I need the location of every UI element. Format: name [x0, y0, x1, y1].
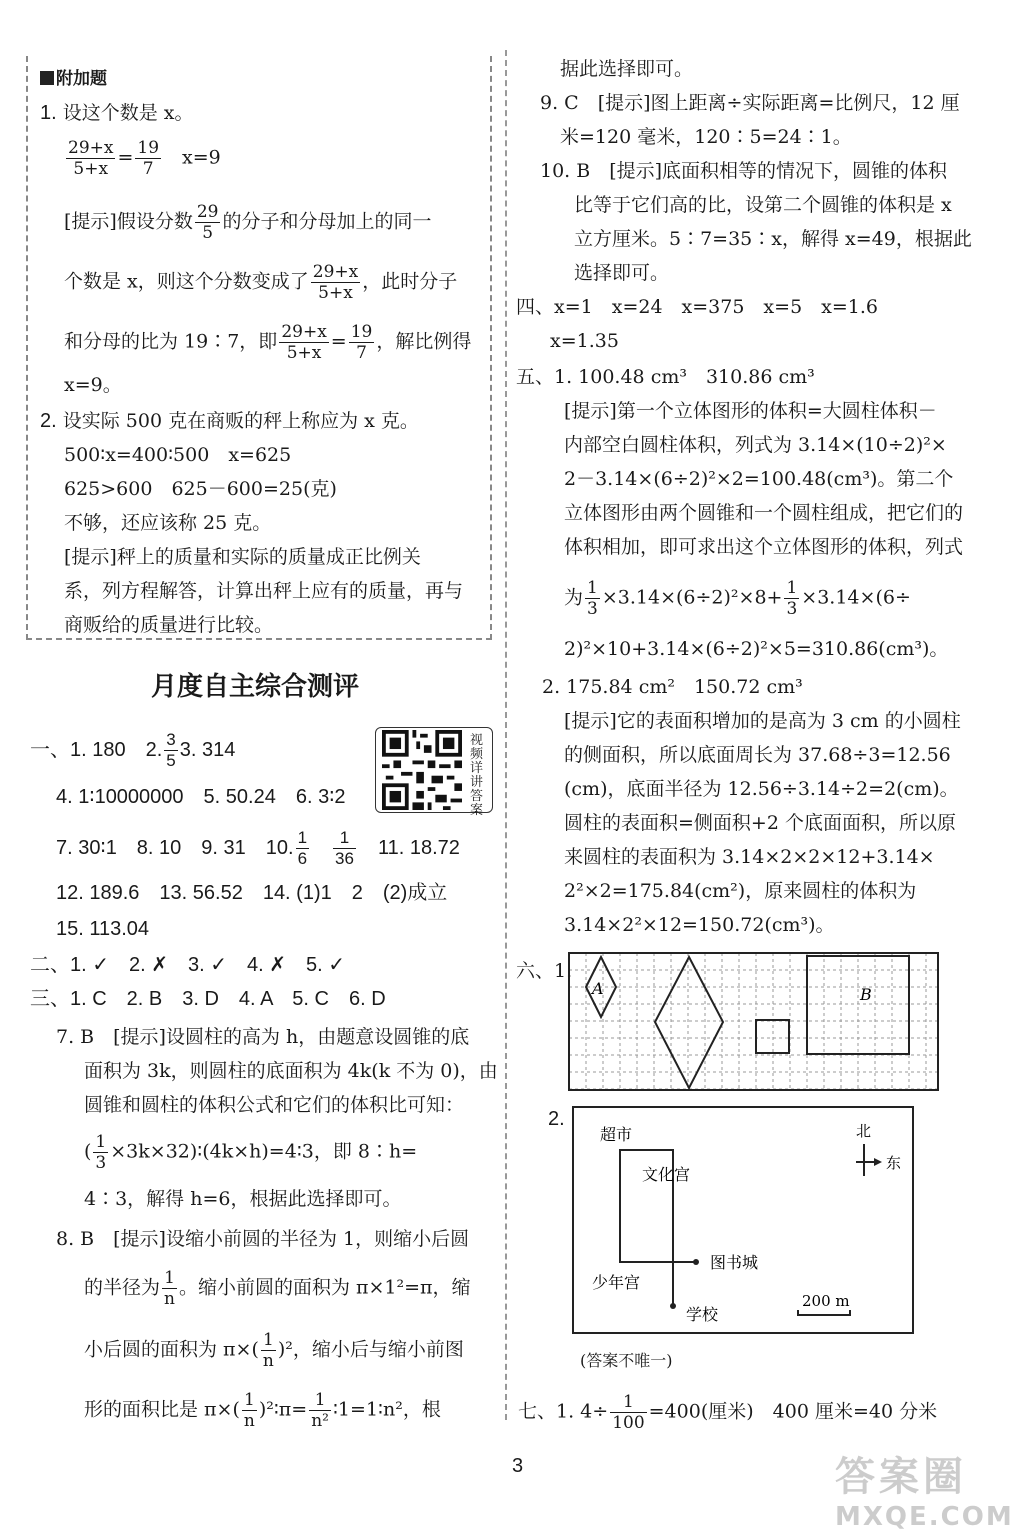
q7-3: 圆锥和圆柱的体积公式和它们的体积比可知： — [84, 1094, 465, 1116]
compass-icon — [856, 1144, 882, 1176]
sec5-2-h1: [提示]它的表面积增加的是高为 3 cm 的小圆柱 — [564, 710, 961, 732]
sec6-label: 六、1. — [516, 960, 573, 982]
sec5-h3: 2－3.14×(6÷2)²×2=100.48(cm³)。第二个 — [564, 468, 954, 490]
q2-l3: 不够，还应该称 25 克。 — [64, 512, 272, 534]
dot-school — [670, 1303, 676, 1309]
q8-2: 的半径为 $\frac{1}{n}$ 。缩小前圆的面积为 π×1²=π，缩 — [84, 1268, 471, 1309]
q1-hint-1: [提示]假设分数 $\frac{29}{5}$ 的分子和分母加上的同一 — [64, 202, 432, 243]
sec5-2-h6: 2²×2=175.84(cm²)，原来圆柱的体积为 — [564, 880, 917, 902]
q2-hint3: 商贩给的质量进行比较。 — [64, 614, 274, 636]
q2-l1: 500∶x=400∶500 x=625 — [64, 444, 292, 466]
sec5-2-h7: 3.14×2²×12=150.72(cm³)。 — [564, 914, 835, 936]
q1-equation: $\frac{29+x}{5+x}$ = $\frac{19}{7}$ x=9 — [68, 138, 221, 179]
column-divider — [505, 50, 507, 1420]
qr-code-icon — [380, 730, 464, 810]
label-b: B — [860, 985, 872, 1004]
page-number: 3 — [511, 1455, 524, 1477]
sec1-c: 7. 30∶1 8. 10 9. 31 10. $\frac{1}{6}$ $\frac{1}{36}$ 11. 18.72 — [56, 828, 460, 868]
q1-hint-3: 和分母的比为 19∶7，即 $\frac{29+x}{5+x}$ = $\frac{19}{7}$ ，解比例得 — [64, 322, 472, 363]
q9-1: 9. C [提示]图上距离÷实际距离=比例尺，12 厘 — [540, 92, 960, 114]
q8-4: 形的面积比是 π×( $\frac{1}{n}$ )²∶π= $\frac{1}{\text{n²}}$ ∶1=1∶n²，根 — [84, 1390, 441, 1431]
sec7-1: 七、1. 4÷ $\frac{1}{100}$ =400(厘米) 400 厘米=40 分米 — [518, 1392, 938, 1433]
map-youth: 少年宫 — [592, 1273, 641, 1292]
q7-4: ( $\frac{1}{3}$ ×3k×32)∶(4k×h)=4∶3，即 8∶h= — [84, 1132, 418, 1173]
sec5-2: 2. 175.84 cm² 150.72 cm³ — [542, 676, 803, 698]
q8-1: 8. B [提示]设缩小前圆的半径为 1，则缩小后圆 — [56, 1228, 470, 1250]
map-culture: 文化宫 — [642, 1165, 691, 1184]
sec5-2-h2: 的侧面积，所以底面周长为 37.68÷3=12.56 — [564, 744, 951, 766]
sec5-h6: 为 $\frac{1}{3}$ ×3.14×(6÷2)²×8+ $\frac{1}{3}$ ×3.14×(6÷ — [564, 578, 911, 619]
map-figure — [572, 1106, 914, 1334]
sec5-2-h3: (cm)，底面半径为 12.56÷3.14÷2=2(cm)。 — [564, 778, 959, 800]
extra-header: 附加题 — [40, 62, 107, 96]
watermark-logo: 答案圈 MXQE.COM — [835, 1454, 1014, 1532]
map-supermarket: 超市 — [600, 1125, 633, 1144]
q7-5: 4∶3，解得 h=6，根据此选择即可。 — [84, 1188, 402, 1210]
dot-library — [693, 1259, 699, 1265]
q2-line: 2. 设实际 500 克在商贩的秤上称应为 x 克。 — [40, 410, 419, 432]
q2-hint1: [提示]秤上的质量和实际的质量成正比例关 — [64, 546, 421, 568]
sec5-h4: 立体图形由两个圆锥和一个圆柱组成，把它们的 — [564, 502, 964, 524]
q7-2: 面积为 3k，则圆柱的底面积为 4k(k 不为 0)，由 — [84, 1060, 498, 1082]
q1-hint-4: x=9。 — [64, 374, 122, 396]
rhombus-large — [655, 957, 723, 1088]
six-note: (答案不唯一) — [580, 1351, 673, 1370]
sec5-h7: 2)²×10+3.14×(6÷2)²×5=310.86(cm³)。 — [564, 638, 949, 660]
q10-2: 比等于它们高的比，设第二个圆锥的体积是 x — [574, 194, 952, 216]
map-north: 北 — [856, 1122, 872, 1140]
flag-icon — [40, 71, 54, 85]
map-school: 学校 — [686, 1305, 719, 1324]
sec5-h1: [提示]第一个立体图形的体积=大圆柱体积－ — [564, 400, 937, 422]
q8-3: 小后圆的面积为 π×( $\frac{1}{n}$ )²，缩小后与缩小前图 — [84, 1330, 464, 1371]
sec5-h2: 内部空白圆柱体积，列式为 3.14×(10÷2)²× — [564, 434, 947, 456]
q1-line: 1. 设这个数是 x。 — [40, 102, 194, 124]
sec2: 二、1. ✓ 2. ✗ 3. ✓ 4. ✗ 5. ✓ — [30, 954, 345, 976]
qr-code[interactable] — [375, 727, 493, 818]
map-library: 图书城 — [710, 1253, 759, 1272]
label-a: A — [592, 979, 604, 998]
sec1-e: 15. 113.04 — [56, 918, 150, 940]
q10-3: 立方厘米。5∶7=35∶x，解得 x=49，根据此 — [574, 228, 972, 250]
map-east: 东 — [886, 1154, 902, 1172]
sec5-2-h4: 圆柱的表面积=侧面积+2 个底面面积，所以原 — [564, 812, 956, 834]
q2-hint2: 系，列方程解答，计算出秤上应有的质量，再与 — [64, 580, 464, 602]
q1-hint-2: 个数是 x，则这个分数变成了 $\frac{29+x}{5+x}$ ，此时分子 — [64, 262, 458, 303]
q2-l2: 625>600 625－600=25(克) — [64, 478, 337, 500]
sec5-2-h5: 来圆柱的表面积为 3.14×2×2×12+3.14× — [564, 846, 935, 868]
sec1-b: 4. 1∶10000000 5. 50.24 6. 3∶2 — [56, 786, 346, 808]
grid-figure — [568, 952, 940, 1092]
sec5-h5: 体积相加，即可求出这个立体图形的体积，列式 — [564, 536, 964, 558]
sec4-1: 四、x=1 x=24 x=375 x=5 x=1.6 — [516, 296, 879, 318]
scale-bar — [798, 1310, 850, 1315]
small-square — [756, 1020, 789, 1053]
r0: 据此选择即可。 — [560, 58, 694, 80]
qr-label: 视频详讲答案 — [470, 733, 484, 818]
q10-4: 选择即可。 — [574, 262, 670, 284]
map-scale: 200 m — [802, 1292, 850, 1310]
sec3: 三、1. C 2. B 3. D 4. A 5. C 6. D — [30, 988, 386, 1010]
sec1-a: 一、1. 180 2. $\frac{3}{5}$ 3. 314 — [30, 730, 236, 770]
sec4-2: x=1.35 — [550, 330, 619, 352]
q7-1: 7. B [提示]设圆柱的高为 h，由题意设圆锥的底 — [56, 1026, 470, 1048]
sec1-d: 12. 189.6 13. 56.52 14. (1)1 2 (2)成立 — [56, 882, 448, 904]
sec5-1: 五、1. 100.48 cm³ 310.86 cm³ — [516, 366, 815, 388]
q10-1: 10. B [提示]底面积相等的情况下，圆锥的体积 — [540, 160, 948, 182]
q9-2: 米=120 毫米，120∶5=24∶1。 — [560, 126, 852, 148]
test-title: 月度自主综合测评 — [150, 672, 359, 702]
sec6-2-label: 2. — [548, 1108, 565, 1130]
